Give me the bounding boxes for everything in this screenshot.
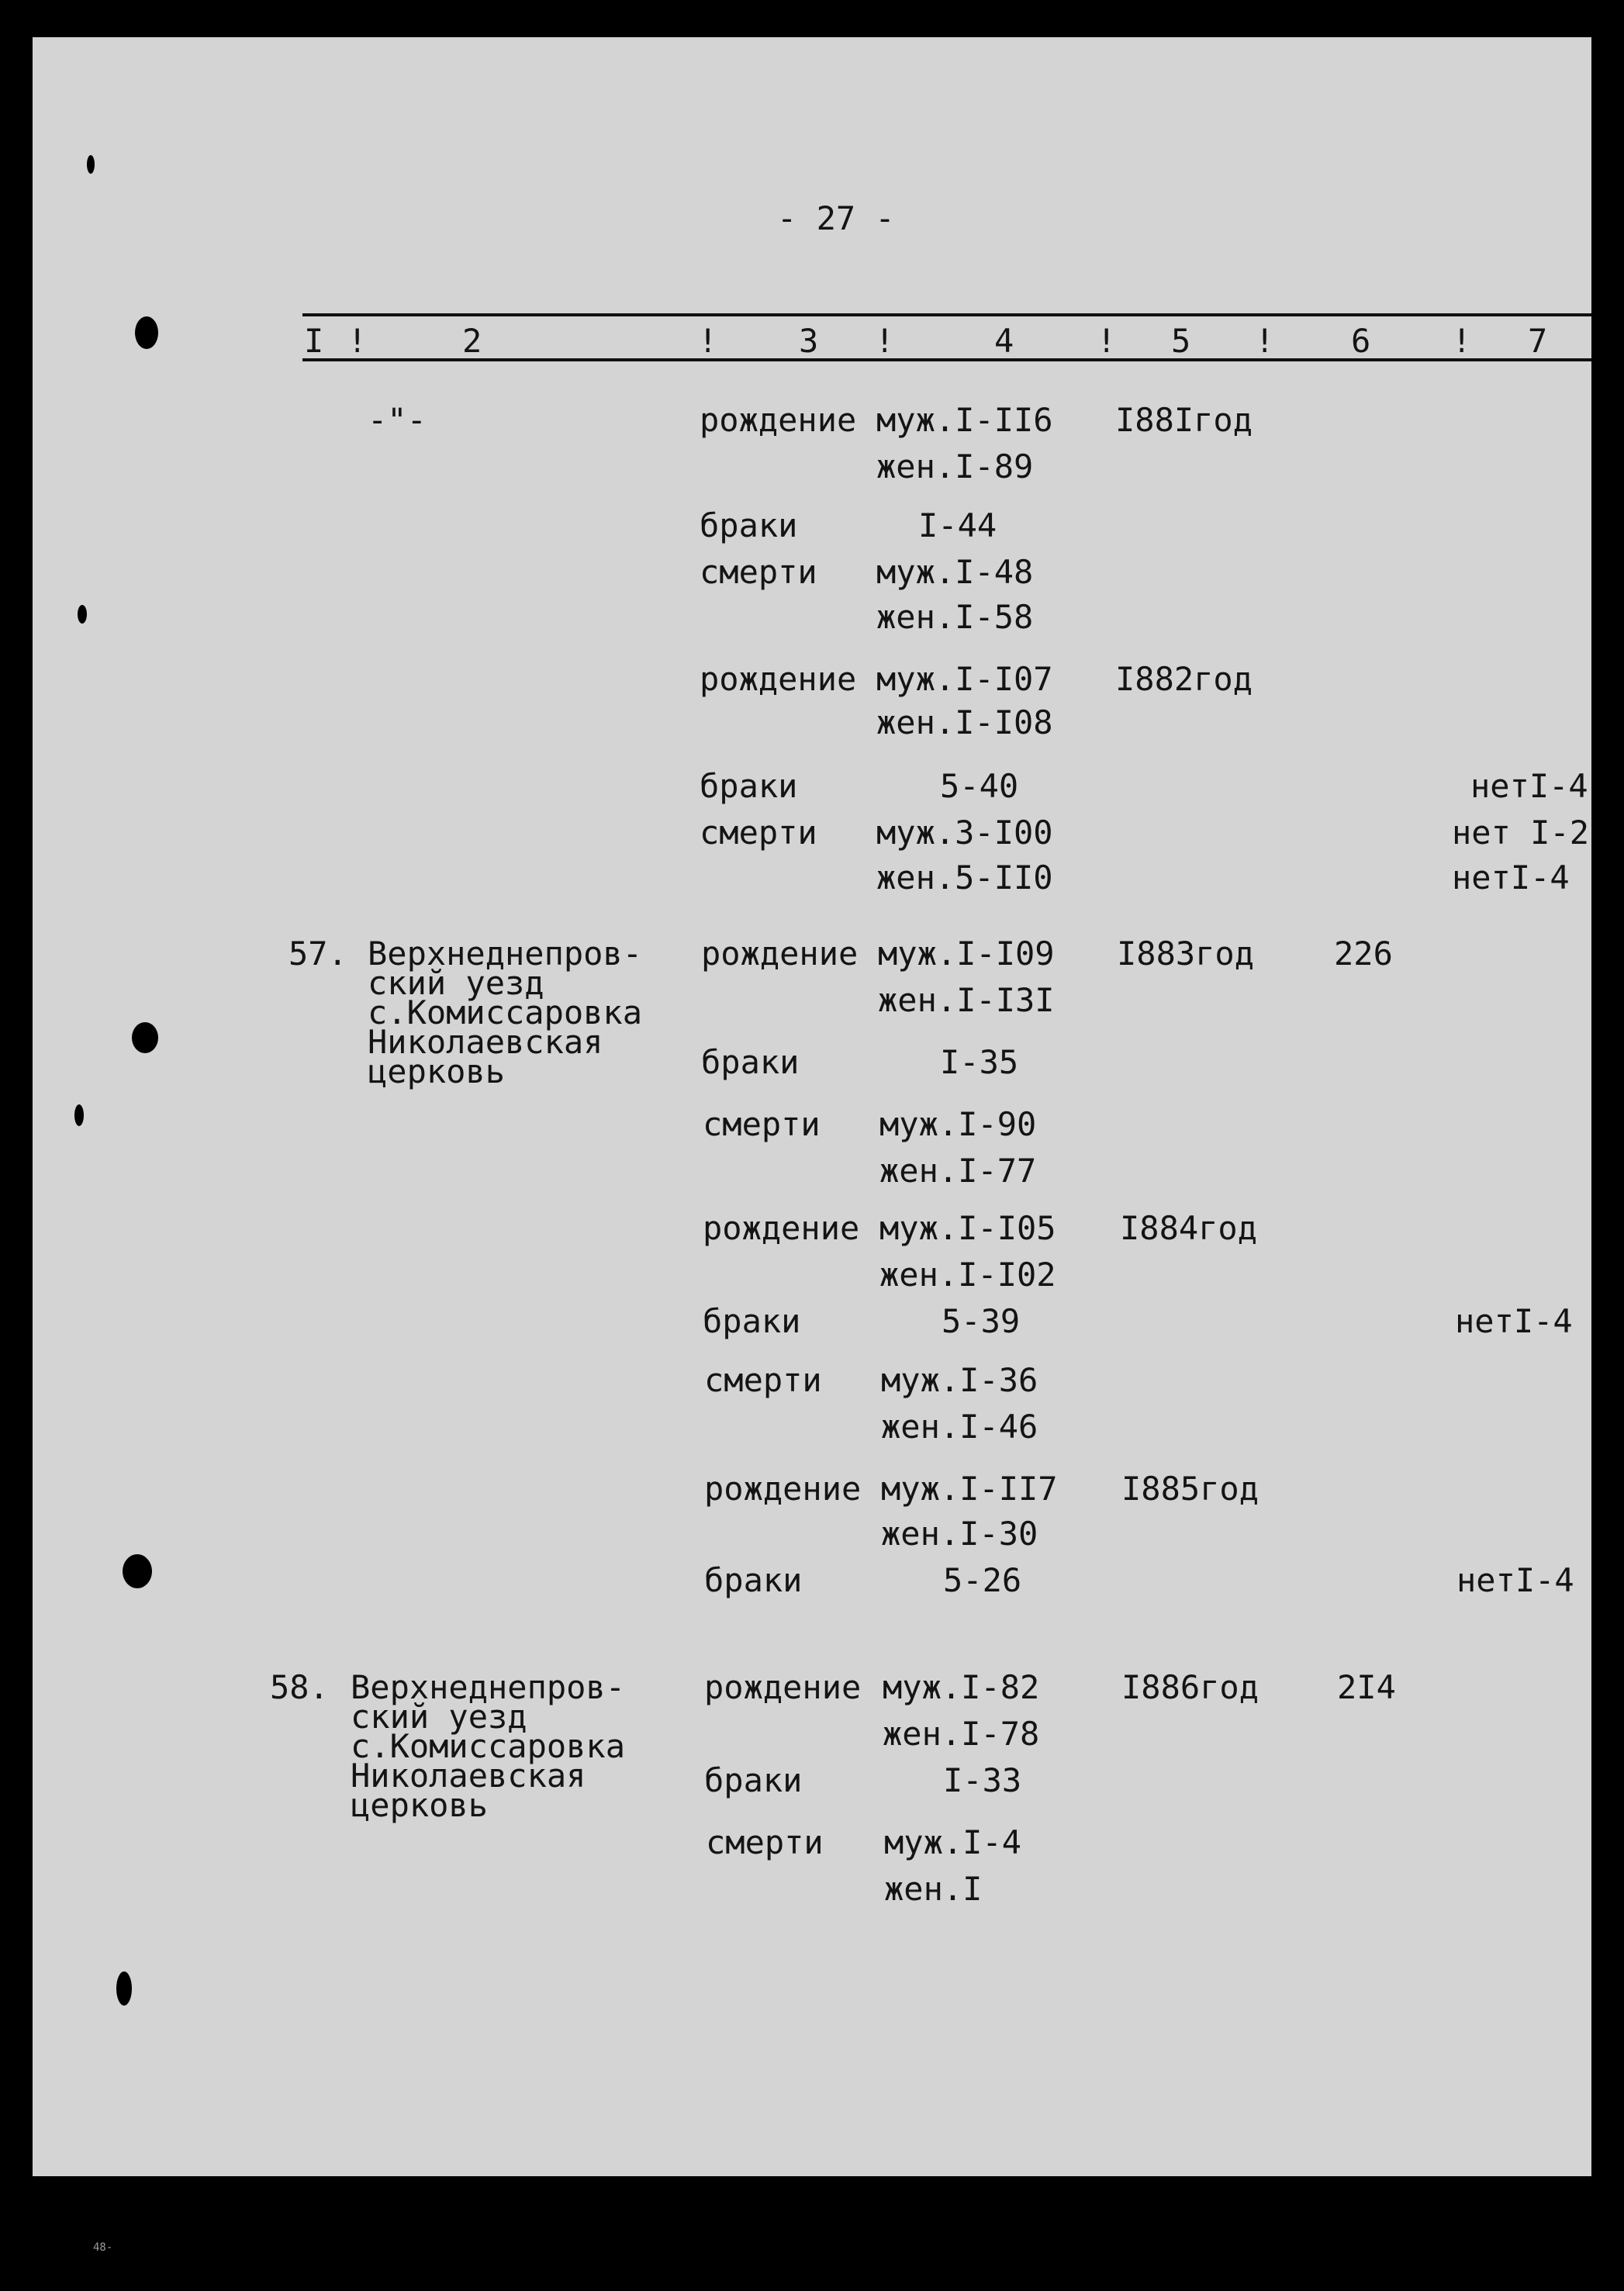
footer-mark: 48- xyxy=(93,2241,113,2254)
entry-count: 226 xyxy=(1334,935,1393,973)
record-value: I-35 xyxy=(940,1043,1019,1081)
record-type: смерти xyxy=(703,1105,821,1143)
header-rule-bottom xyxy=(302,358,1591,361)
place-line: ский уезд xyxy=(368,964,544,1002)
binder-hole xyxy=(116,1971,132,2006)
col-header: 4 xyxy=(994,322,1014,360)
record-type: смерти xyxy=(706,1823,824,1861)
record-male: муж.I-48 xyxy=(876,553,1034,591)
record-type: рождение xyxy=(700,660,857,698)
place-line: с.Комиссаровка xyxy=(351,1727,626,1765)
record-female: жен.I-46 xyxy=(881,1408,1038,1446)
record-male: муж.I-I07 xyxy=(876,660,1053,698)
record-note: нетI-4 xyxy=(1455,1302,1573,1340)
record-value: 5-26 xyxy=(943,1561,1022,1599)
place-line: Верхнеднепров- xyxy=(368,935,643,973)
col-header: 6 xyxy=(1351,322,1371,360)
record-type: смерти xyxy=(700,814,817,852)
place-line: церковь xyxy=(368,1052,506,1090)
record-male: муж.I-82 xyxy=(883,1668,1040,1706)
record-male: муж.I-II6 xyxy=(876,401,1053,439)
record-female: жен.I-78 xyxy=(883,1715,1040,1753)
record-type: рождение xyxy=(703,1209,860,1247)
record-type: браки xyxy=(701,1043,800,1081)
record-type: рождение xyxy=(700,401,857,439)
place-line: с.Комиссаровка xyxy=(368,993,643,1031)
col-divider: ! xyxy=(347,322,368,360)
col-divider: ! xyxy=(698,322,718,360)
record-type: браки xyxy=(704,1561,803,1599)
record-male: муж.I-I09 xyxy=(878,935,1055,973)
col-divider: ! xyxy=(1452,322,1472,360)
binder-hole xyxy=(74,1104,84,1126)
record-type: браки xyxy=(704,1761,803,1799)
record-year: I883год xyxy=(1117,935,1255,973)
entry-count: 2I4 xyxy=(1337,1668,1396,1706)
record-female: жен.I-77 xyxy=(879,1152,1037,1190)
record-year: I885год xyxy=(1121,1470,1259,1508)
binder-hole xyxy=(123,1554,152,1588)
place-line: церковь xyxy=(351,1786,489,1824)
entry-number: 57. xyxy=(289,935,347,973)
col-divider: ! xyxy=(1255,322,1275,360)
record-note: нет I-2 xyxy=(1452,814,1590,852)
record-female: жен.5-II0 xyxy=(876,859,1053,897)
binder-hole xyxy=(132,1022,158,1053)
record-female: жен.I-I3I xyxy=(878,981,1055,1019)
record-type: браки xyxy=(703,1302,801,1340)
record-note: нетI-4 xyxy=(1452,859,1570,897)
record-value: 5-40 xyxy=(940,767,1019,805)
record-female: жен.I-58 xyxy=(876,598,1034,636)
record-value: I-33 xyxy=(943,1761,1022,1799)
header-rule-top xyxy=(302,313,1591,316)
col-header: 2 xyxy=(462,322,482,360)
col-divider: ! xyxy=(875,322,895,360)
record-female: жен.I-I02 xyxy=(879,1256,1056,1294)
place-line: Николаевская xyxy=(351,1757,586,1795)
place-line: Николаевская xyxy=(368,1023,603,1061)
record-female: жен.I xyxy=(884,1870,983,1908)
record-type: рождение xyxy=(704,1668,862,1706)
record-female: жен.I-I08 xyxy=(876,703,1053,741)
ditto-mark: -"- xyxy=(368,401,427,439)
record-male: муж.3-I00 xyxy=(876,814,1053,852)
record-year: I886год xyxy=(1121,1668,1259,1706)
record-type: браки xyxy=(700,767,798,805)
col-header: 5 xyxy=(1171,322,1191,360)
binder-hole xyxy=(78,605,87,624)
record-male: муж.I-II7 xyxy=(881,1470,1058,1508)
entry-number: 58. xyxy=(270,1668,329,1706)
record-type: рождение xyxy=(701,935,859,973)
record-note: нетI-4 xyxy=(1470,767,1588,805)
record-value: 5-39 xyxy=(942,1302,1021,1340)
record-male: муж.I-4 xyxy=(884,1823,1022,1861)
binder-hole xyxy=(87,155,95,174)
record-male: муж.I-I05 xyxy=(879,1209,1056,1247)
record-note: нетI-4 xyxy=(1456,1561,1574,1599)
record-year: I882год xyxy=(1115,660,1253,698)
record-type: браки xyxy=(700,506,798,544)
record-year: I88Iгод xyxy=(1115,401,1253,439)
record-type: смерти xyxy=(700,553,817,591)
record-male: муж.I-90 xyxy=(879,1105,1037,1143)
binder-hole xyxy=(135,316,158,349)
col-divider: ! xyxy=(1097,322,1117,360)
col-header: 3 xyxy=(799,322,819,360)
record-male: муж.I-36 xyxy=(881,1361,1038,1399)
page-number: - 27 - xyxy=(777,199,895,237)
record-type: смерти xyxy=(704,1361,822,1399)
col-header: I xyxy=(304,322,324,360)
place-line: Верхнеднепров- xyxy=(351,1668,626,1706)
col-header: 7 xyxy=(1528,322,1548,360)
place-line: ский уезд xyxy=(351,1698,527,1736)
record-year: I884год xyxy=(1120,1209,1258,1247)
record-value: I-44 xyxy=(918,506,997,544)
record-female: жен.I-89 xyxy=(876,447,1034,485)
record-type: рождение xyxy=(704,1470,862,1508)
record-female: жен.I-30 xyxy=(881,1515,1038,1553)
